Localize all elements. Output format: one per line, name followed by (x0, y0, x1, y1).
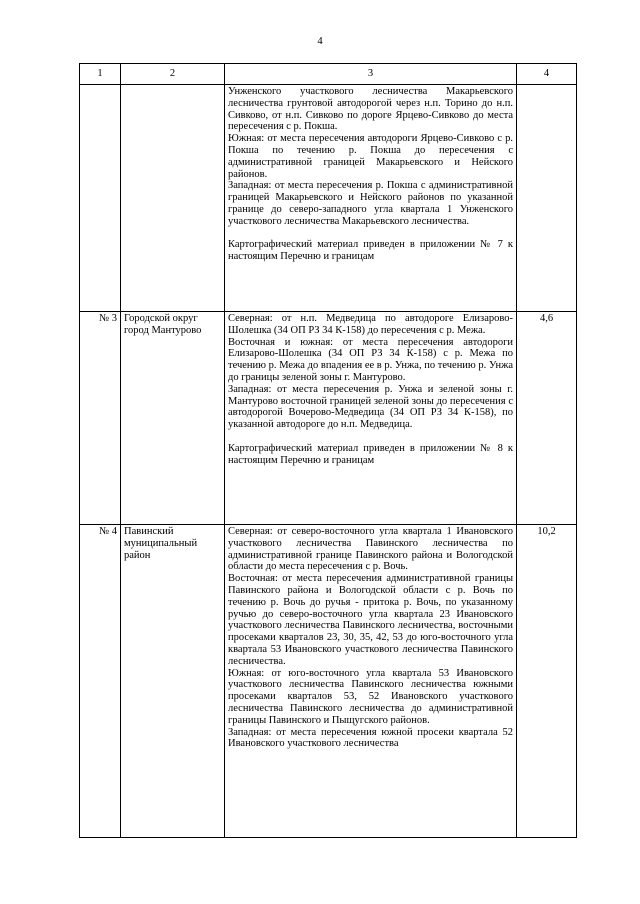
row-number: № 4 (80, 525, 121, 838)
boundary-paragraph: Западная: от места пересечения р. Унжа и зеленой зоны г. Мантурово восточной границей зеленой зоны до пересечения с автодорогой Вочерово-Медведица (34 ОП РЗ 34 К-158), по указанной автодороге до н.п. Медведица. (228, 383, 513, 431)
boundary-paragraph: Южная: от юго-восточного угла квартала 53 Ивановского участкового лесничества Павинского лесничества южными просеками кварталов 53, 52 Ивановского участкового лесничества Павинского лесничества до административной границы Павинского и Пыщугского районов. (228, 667, 513, 726)
column-header: 4 (517, 64, 577, 85)
table-row (80, 525, 577, 838)
boundary-description (225, 525, 517, 838)
table-row (80, 312, 577, 525)
boundary-paragraph: Восточная и южная: от места пересечения автодороги Елизарово-Шолешка (34 ОП РЗ 34 К-158) с р. Межа по течению р. Межа до впадения ее в р. Унжа, по течению р. Унжа до границы зеленой зоны г. Мантурово. (228, 336, 513, 383)
table-row (80, 85, 577, 312)
row-number (80, 85, 121, 312)
table-header-row (80, 64, 577, 85)
map-reference: Картографический материал приведен в приложении № 8 к настоящим Перечню и границам (228, 442, 513, 466)
column-header: 1 (80, 64, 121, 85)
territory-name: Городской округ город Мантурово (121, 312, 225, 525)
boundary-paragraph: Северная: от северо-восточного угла квартала 1 Ивановского участкового лесничества Павинского лесничества по административной границе Павинского района и Вологодской области до места пересечения с р. Вочь. (228, 526, 513, 573)
boundary-paragraph: Южная: от места пересечения автодороги Ярцево-Сивково с р. Покша по течению р. Покша до пересечения с административной границей Макарьевского и Нейского районов. (228, 133, 513, 180)
boundary-paragraph: Унженского участкового лесничества Макарьевского лесничества грунтовой автодорогой через н.п. Торино до н.п. Сивково, от н.п. Сивково по дороге Ярцево-Сивково до места пересечения с р. Покша. (228, 86, 513, 133)
territory-name: Павинский муниципальный район (121, 525, 225, 838)
map-reference: Картографический материал приведен в приложении № 7 к настоящим Перечню и границам (228, 239, 513, 263)
boundary-description (225, 85, 517, 312)
boundary-description (225, 312, 517, 525)
page-number: 4 (317, 36, 323, 47)
area-value: 10,2 (517, 525, 577, 838)
area-value: 4,6 (517, 312, 577, 525)
territory-name (121, 85, 225, 312)
boundary-paragraph: Западная: от места пересечения р. Покша с административной границей Макарьевского и Нейского районов по указанной границе до северо-западного угла квартала 1 Унженского участкового лесничества Макарьевского лесничества. (228, 180, 513, 227)
column-header: 3 (225, 64, 517, 85)
row-number: № 3 (80, 312, 121, 525)
column-header: 2 (121, 64, 225, 85)
boundary-paragraph: Западная: от места пересечения южной просеки квартала 52 Ивановского участкового лесничества (228, 726, 513, 750)
boundary-paragraph: Северная: от н.п. Медведица по автодороге Елизарово-Шолешка (34 ОП РЗ 34 К-158) до пересечения с р. Межа. (228, 313, 513, 336)
boundaries-table (79, 63, 577, 838)
boundary-paragraph: Восточная: от места пересечения административной границы Павинского района и Вологодской области с р. Вочь по течению р. Вочь до ручья - притока р. Вочь, по указанному ручью до северо-восточного угла квартала 23 Ивановского участкового лесничества Павинского лесничества, восточными просеками кварталов 23, 30, 35, 42, 53 до юго-восточного угла квартала 53 Ивановского участкового лесничества Павинского лесничества. (228, 573, 513, 667)
area-value (517, 85, 577, 312)
